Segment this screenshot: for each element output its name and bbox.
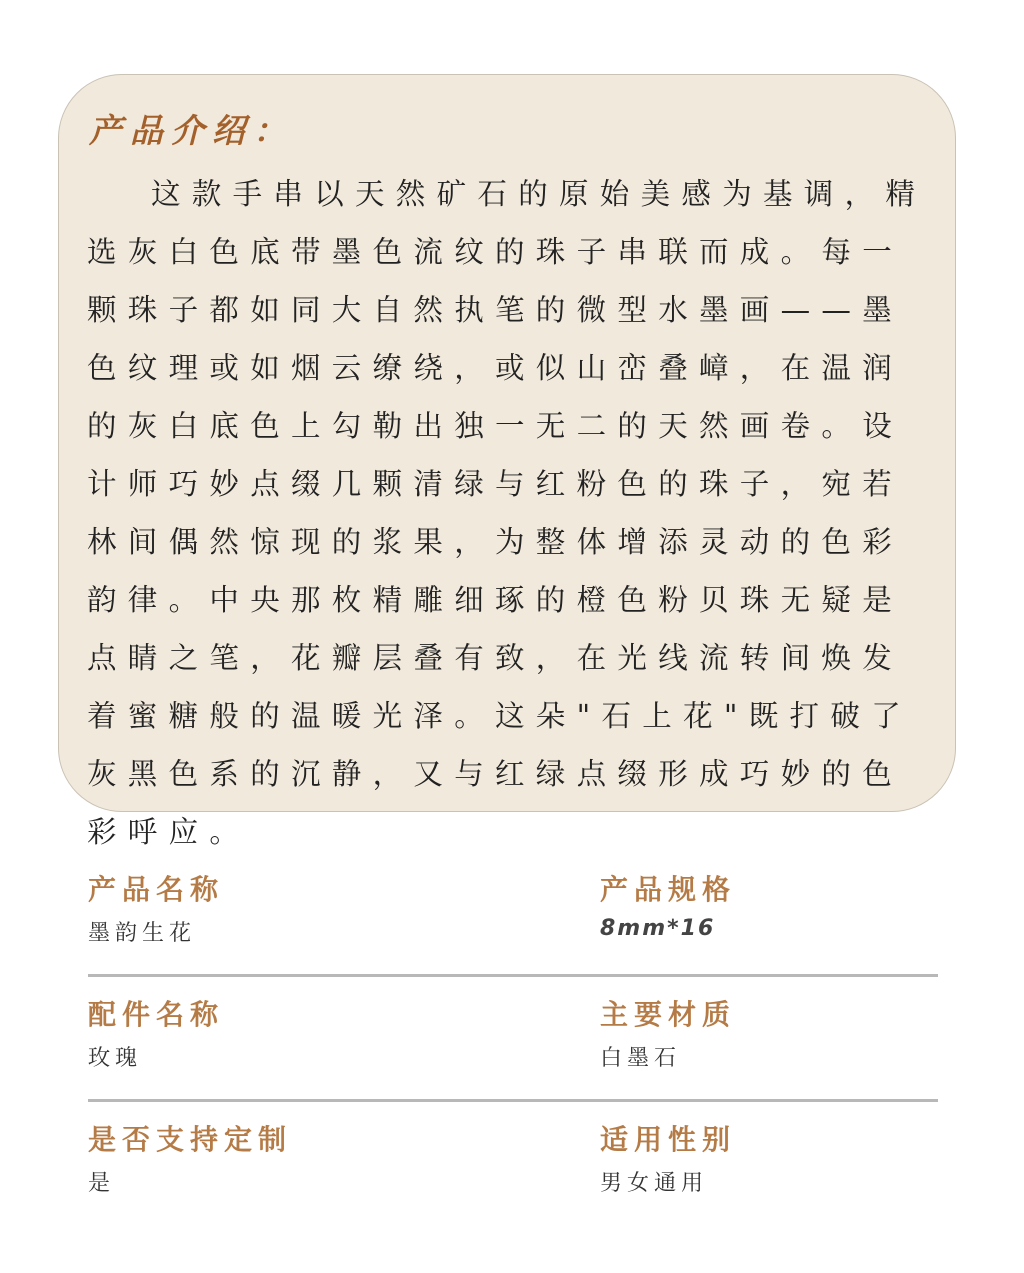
material-label: 主要材质 — [600, 998, 737, 1031]
spec-row-1 — [88, 862, 938, 977]
spec-cell-accessory — [88, 993, 224, 1072]
customization-value: 是 — [88, 1171, 116, 1196]
accessory-value: 玫瑰 — [88, 1046, 143, 1071]
product-name-value: 墨韵生花 — [88, 921, 197, 946]
spec-cell-product-name — [88, 868, 224, 947]
spec-cell-gender — [600, 1118, 736, 1197]
material-value: 白墨石 — [600, 1046, 682, 1071]
customization-label: 是否支持定制 — [88, 1123, 293, 1156]
spec-row-2 — [88, 987, 938, 1102]
accessory-label: 配件名称 — [88, 998, 225, 1031]
spec-cell-spec — [600, 868, 736, 941]
intro-body-text: 这款手串以天然矿石的原始美感为基调，精选灰白色底带墨色流纹的珠子串联而成。每一颗珠子都如同大自然执笔的微型水墨画——墨色纹理或如烟云缭绕，或似山峦叠嶂，在温润的灰白底色上勾勒出独一无二的天然画卷。设计师巧妙点缀几颗清绿与红粉色的珠子，宛若林间偶然惊现的浆果，为整体增添灵动的色彩韵律。中央那枚精雕细琢的橙色粉贝珠无疑是点睛之笔，花瓣层叠有致，在光线流转间焕发着蜜糖般的温暖光泽。这朵"石上花"既打破了灰黑色系的沉静，又与红绿点缀形成巧妙的色彩呼应。 — [87, 177, 927, 849]
spec-row-3 — [88, 1112, 938, 1224]
product-name-label: 产品名称 — [88, 873, 225, 906]
spec-value: 8mm*16 — [600, 916, 716, 941]
spec-cell-material — [600, 993, 736, 1072]
spec-table — [88, 862, 938, 1224]
gender-value: 男女通用 — [600, 1171, 709, 1196]
gender-label: 适用性别 — [600, 1123, 737, 1156]
intro-title: 产品介绍： — [89, 111, 294, 150]
spec-cell-customization — [88, 1118, 292, 1197]
product-intro-card — [58, 74, 956, 849]
spec-label: 产品规格 — [600, 873, 737, 906]
